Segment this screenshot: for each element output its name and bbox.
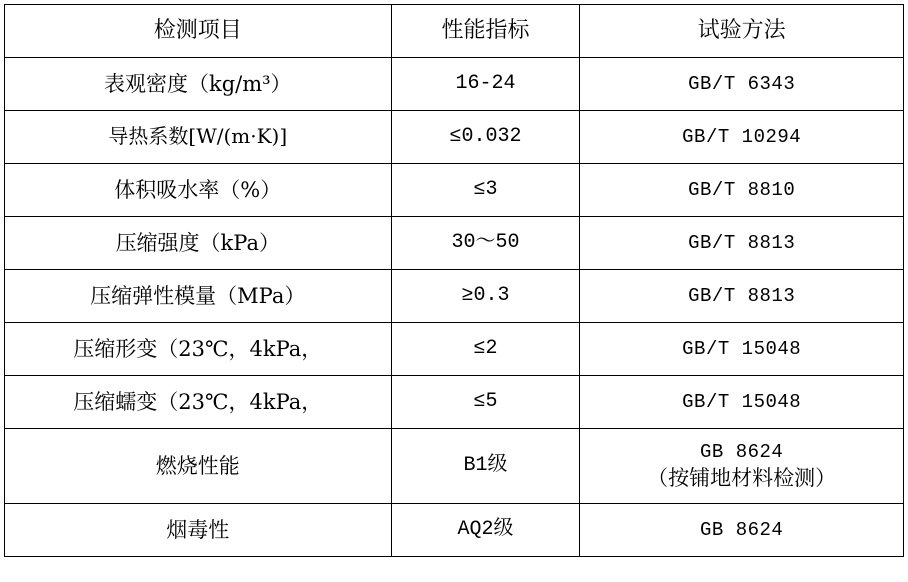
- cell-item: 压缩弹性模量（MPa）: [5, 270, 392, 323]
- cell-method: GB/T 15048: [580, 376, 904, 429]
- cell-item: 压缩强度（kPa）: [5, 217, 392, 270]
- cell-method: [580, 429, 904, 504]
- cell-item: 烟毒性: [5, 504, 392, 557]
- table-row: [5, 164, 904, 217]
- specification-table: [4, 4, 904, 557]
- cell-method: GB/T 15048: [580, 323, 904, 376]
- column-header-method: 试验方法: [580, 5, 904, 58]
- cell-index: ≤5: [391, 376, 580, 429]
- cell-item: 压缩形变（23℃，4kPa，: [5, 323, 392, 376]
- cell-item: 导热系数[W/(m·K)]: [5, 111, 392, 164]
- cell-method-line2: （按铺地材料检测）: [647, 465, 837, 490]
- table-row: [5, 376, 904, 429]
- table-row: [5, 429, 904, 504]
- table-row: [5, 504, 904, 557]
- cell-method: GB/T 8813: [580, 270, 904, 323]
- table-row: [5, 58, 904, 111]
- cell-index: ≤2: [391, 323, 580, 376]
- cell-index: 30～50: [391, 217, 580, 270]
- column-header-index: 性能指标: [391, 5, 580, 58]
- cell-method-line1: GB 8624: [700, 441, 784, 464]
- cell-index: 16-24: [391, 58, 580, 111]
- cell-index: ≤3: [391, 164, 580, 217]
- cell-index: ≥0.3: [391, 270, 580, 323]
- cell-item: 燃烧性能: [5, 429, 392, 504]
- cell-item: 表观密度（kg/m³）: [5, 58, 392, 111]
- table-row: [5, 217, 904, 270]
- cell-index: AQ2级: [391, 504, 580, 557]
- cell-index: ≤0.032: [391, 111, 580, 164]
- table-header-row: [5, 5, 904, 58]
- cell-item: 压缩蠕变（23℃，4kPa，: [5, 376, 392, 429]
- cell-method: GB/T 6343: [580, 58, 904, 111]
- cell-method: GB/T 8813: [580, 217, 904, 270]
- column-header-item: 检测项目: [5, 5, 392, 58]
- cell-item: 体积吸水率（%）: [5, 164, 392, 217]
- table-row: [5, 270, 904, 323]
- cell-method: GB 8624: [580, 504, 904, 557]
- cell-method: GB/T 8810: [580, 164, 904, 217]
- table-row: [5, 111, 904, 164]
- cell-method: GB/T 10294: [580, 111, 904, 164]
- table-row: [5, 323, 904, 376]
- cell-index: B1级: [391, 429, 580, 504]
